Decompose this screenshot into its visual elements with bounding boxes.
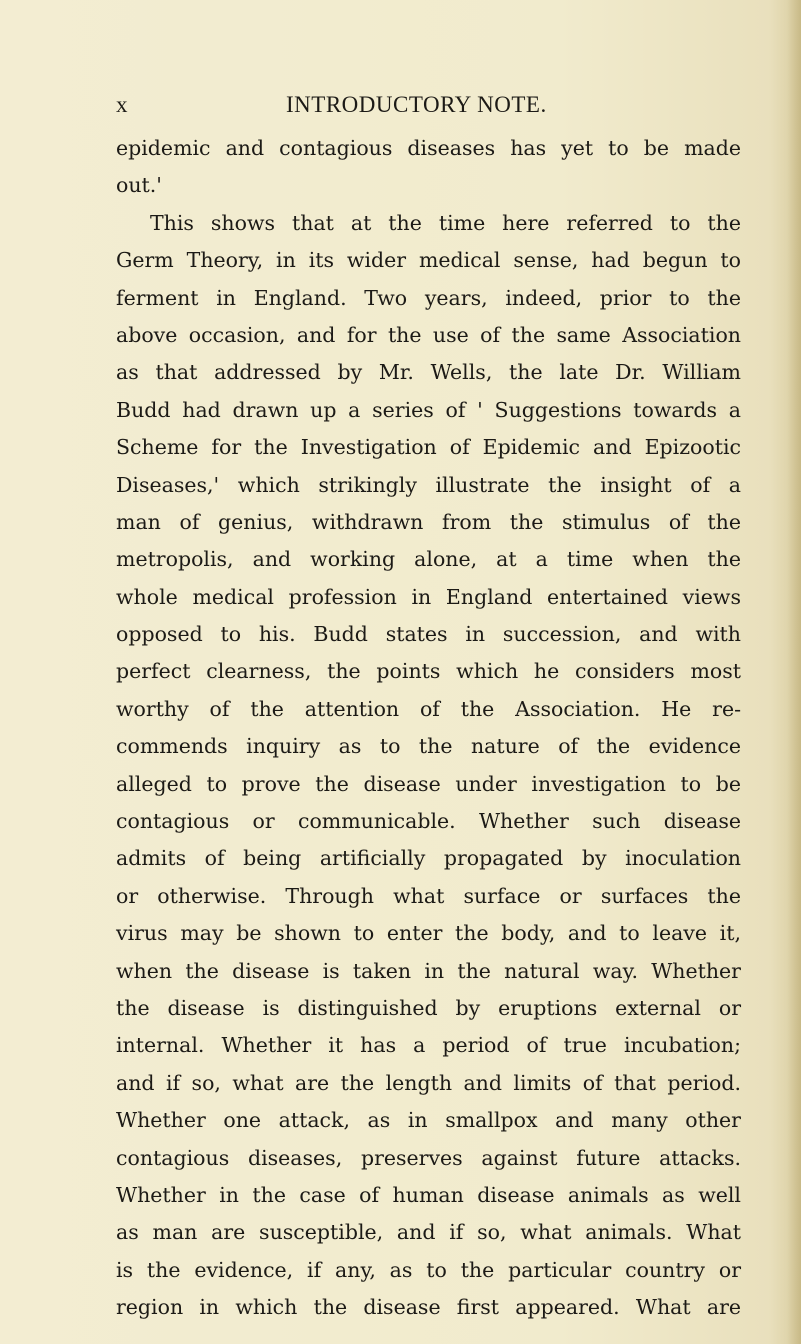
text-line: whole medical profession in England entertained views — [116, 584, 741, 609]
text-line: out.' — [116, 173, 162, 198]
text-line: contagious diseases, preserves against future attacks. — [116, 1145, 741, 1170]
text-line: is the evidence, if any, as to the particular country or — [116, 1257, 741, 1282]
text-line: Budd had drawn up a series of ' Suggestions towards a — [116, 397, 741, 422]
text-line: as man are susceptible, and if so, what animals. What — [116, 1220, 741, 1245]
text-line: man of genius, withdrawn from the stimulus of the — [116, 509, 741, 534]
running-title: INTRODUCTORY NOTE. — [286, 92, 547, 117]
page-edge-shadow — [787, 0, 801, 1344]
text-line: alleged to prove the disease under investigation to be — [116, 771, 741, 796]
text-line: when the disease is taken in the natural way. Whether — [116, 958, 741, 983]
text-line: above occasion, and for the use of the same Association — [116, 322, 741, 347]
text-line: as that addressed by Mr. Wells, the late Dr. William — [116, 360, 741, 385]
text-line: internal. Whether it has a period of true incubation; — [116, 1033, 741, 1058]
text-line: metropolis, and working alone, at a time when the — [116, 547, 741, 572]
text-line: Scheme for the Investigation of Epidemic and Epizootic — [116, 435, 741, 460]
running-header — [116, 92, 736, 122]
body-text — [116, 130, 741, 1327]
text-line: contagious or communicable. Whether such disease — [116, 809, 741, 834]
text-line: Whether in the case of human disease animals as well — [116, 1182, 741, 1207]
text-line: Germ Theory, in its wider medical sense, had begun to — [116, 248, 741, 273]
text-line: perfect clearness, the points which he considers most — [116, 659, 741, 684]
text-line: epidemic and contagious diseases has yet to be made — [116, 136, 741, 160]
text-line: opposed to his. Budd states in succession, and with — [116, 622, 741, 647]
text-line: Diseases,' which strikingly illustrate the insight of a — [116, 472, 741, 497]
text-line: admits of being artificially propagated by inoculation — [116, 846, 741, 871]
text-line: and if so, what are the length and limits of that period. — [116, 1070, 741, 1095]
text-line: worthy of the attention of the Association. He re- — [116, 696, 741, 721]
text-line: ferment in England. Two years, indeed, prior to the — [116, 285, 741, 310]
text-line: Whether one attack, as in smallpox and many other — [116, 1108, 741, 1133]
text-line: or otherwise. Through what surface or surfaces the — [116, 883, 741, 908]
text-line: This shows that at the time here referred to the — [150, 210, 741, 235]
text-line: the disease is distinguished by eruptions external or — [116, 995, 741, 1020]
text-line: virus may be shown to enter the body, and to leave it, — [116, 921, 741, 946]
text-line: region in which the disease first appeared. What are — [116, 1295, 741, 1320]
page-number: x — [116, 92, 128, 117]
text-line: commends inquiry as to the nature of the evidence — [116, 734, 741, 759]
